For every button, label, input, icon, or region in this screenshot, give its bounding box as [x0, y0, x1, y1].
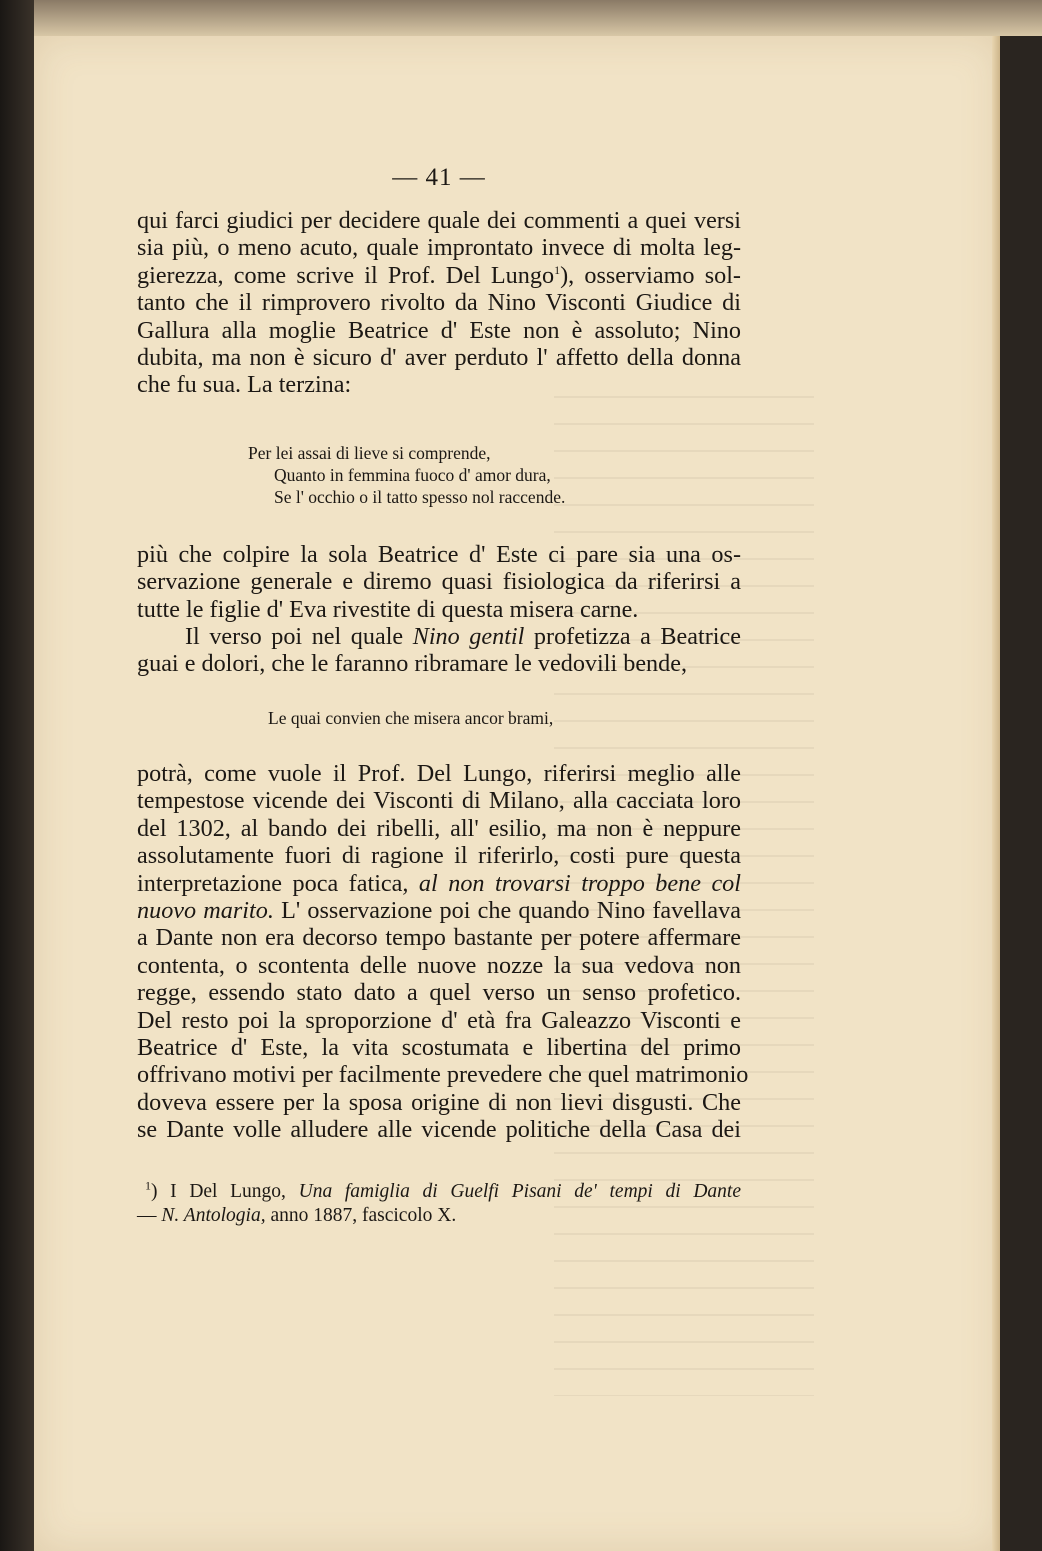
- text-line: a Dante non era decorso tempo bastante per potere affermare: [137, 924, 741, 952]
- text-line: [137, 897, 741, 924]
- text-run: gierezza, come scrive il Prof. Del Lungo: [137, 261, 555, 289]
- text-line: contenta, o scontenta delle nuove nozze la sua vedova non: [137, 951, 741, 979]
- italic-run: Una famiglia di Guelfi Pisani de' tempi di Dante: [298, 1181, 741, 1202]
- scan-top-edge: [0, 0, 1042, 36]
- text-line: potrà, come vuole il Prof. Del Lungo, riferirsi meglio alle: [137, 760, 741, 787]
- footnote-line: [137, 1180, 741, 1204]
- text-line: Gallura alla moglie Beatrice d' Este non è assoluto; Nino: [137, 316, 741, 344]
- italic-run: Nino gentil: [412, 623, 525, 650]
- paragraph-2: [137, 541, 741, 623]
- text-run: anno 1887, fascicolo X.: [265, 1205, 457, 1226]
- text-run: —: [137, 1205, 162, 1226]
- text-run: L' osservazione poi che quando Nino favellava: [273, 897, 741, 925]
- text-line: Beatrice d' Este, la vita scostumata e libertina del primo: [137, 1034, 741, 1062]
- paragraph-3: [137, 623, 741, 678]
- text-line: che fu sua. La terzina:: [137, 371, 352, 399]
- footnote-marker: 1: [145, 1178, 151, 1193]
- italic-run: nuovo marito.: [137, 897, 274, 925]
- paragraph-4: [137, 760, 749, 1144]
- text-line: dubita, ma non è sicuro d' aver perduto l' affetto della donna: [137, 344, 741, 372]
- paragraph-1: [137, 207, 741, 399]
- text-line: sia più, o meno acuto, quale improntato invece di molta leg-: [137, 234, 741, 262]
- page-edge: [992, 36, 1000, 1551]
- text-run: Il verso poi nel quale: [185, 623, 413, 650]
- verse-line: Quanto in femmina fuoco d' amor dura,: [274, 465, 551, 485]
- verse-line: Se l' occhio o il tatto spesso nol raccende.: [274, 487, 566, 507]
- text-line: del 1302, al bando dei ribelli, all' esilio, ma non è neppure: [137, 814, 741, 842]
- scan-left-edge: [0, 0, 34, 1551]
- text-line: doveva essere per la sposa origine di non lievi disgusti. Che: [137, 1088, 741, 1116]
- text-line: tanto che il rimprovero rivolto da Nino Visconti Giudice di: [137, 289, 741, 317]
- verse-line: Per lei assai di lieve si comprende,: [248, 443, 491, 463]
- verse-line: Le quai convien che misera ancor brami,: [268, 708, 554, 728]
- text-line: qui farci giudici per decidere quale dei commenti a quei versi: [137, 207, 741, 234]
- text-line: [137, 870, 741, 897]
- text-line: [137, 262, 741, 289]
- text-line: tutte le figlie d' Eva rivestite di questa misera carne.: [137, 595, 639, 623]
- footnote-reference[interactable]: 1: [554, 262, 561, 277]
- text-line: regge, essendo stato dato a quel verso un senso profetico.: [137, 979, 741, 1007]
- text-line: assolutamente fuori di ragione il riferirlo, costi pure questa: [137, 842, 741, 870]
- text-line: servazione generale e diremo quasi fisiologica da riferirsi a: [137, 568, 741, 596]
- text-line: Del resto poi la sproporzione d' età fra Galeazzo Visconti e: [137, 1006, 741, 1034]
- footnote-line: [137, 1204, 741, 1228]
- text-line: tempestose vicende dei Visconti di Milano, alla cacciata loro: [137, 787, 741, 815]
- text-run: profetizza a Beatrice: [524, 623, 741, 650]
- text-run: ) I Del Lungo,: [151, 1181, 299, 1202]
- text-line: offrivano motivi per facilmente prevedere che quel matrimonio: [137, 1061, 749, 1089]
- text-run: ), osserviamo sol-: [560, 261, 741, 289]
- text-line: se Dante volle alludere alle vicende politiche della Casa dei: [137, 1116, 741, 1144]
- text-run: interpretazione poca fatica: [137, 869, 403, 897]
- text-line: guai e dolori, che le faranno ribramare le vedovili bende,: [137, 650, 688, 678]
- footnote: [137, 1180, 741, 1228]
- italic-run: N. Antologia,: [161, 1205, 266, 1226]
- text-line: [137, 623, 741, 650]
- italic-run: , al non trovarsi troppo bene col: [402, 869, 741, 897]
- text-line: più che colpire la sola Beatrice d' Este ci pare sia una os-: [137, 541, 741, 568]
- page-number: — 41 —: [392, 164, 486, 191]
